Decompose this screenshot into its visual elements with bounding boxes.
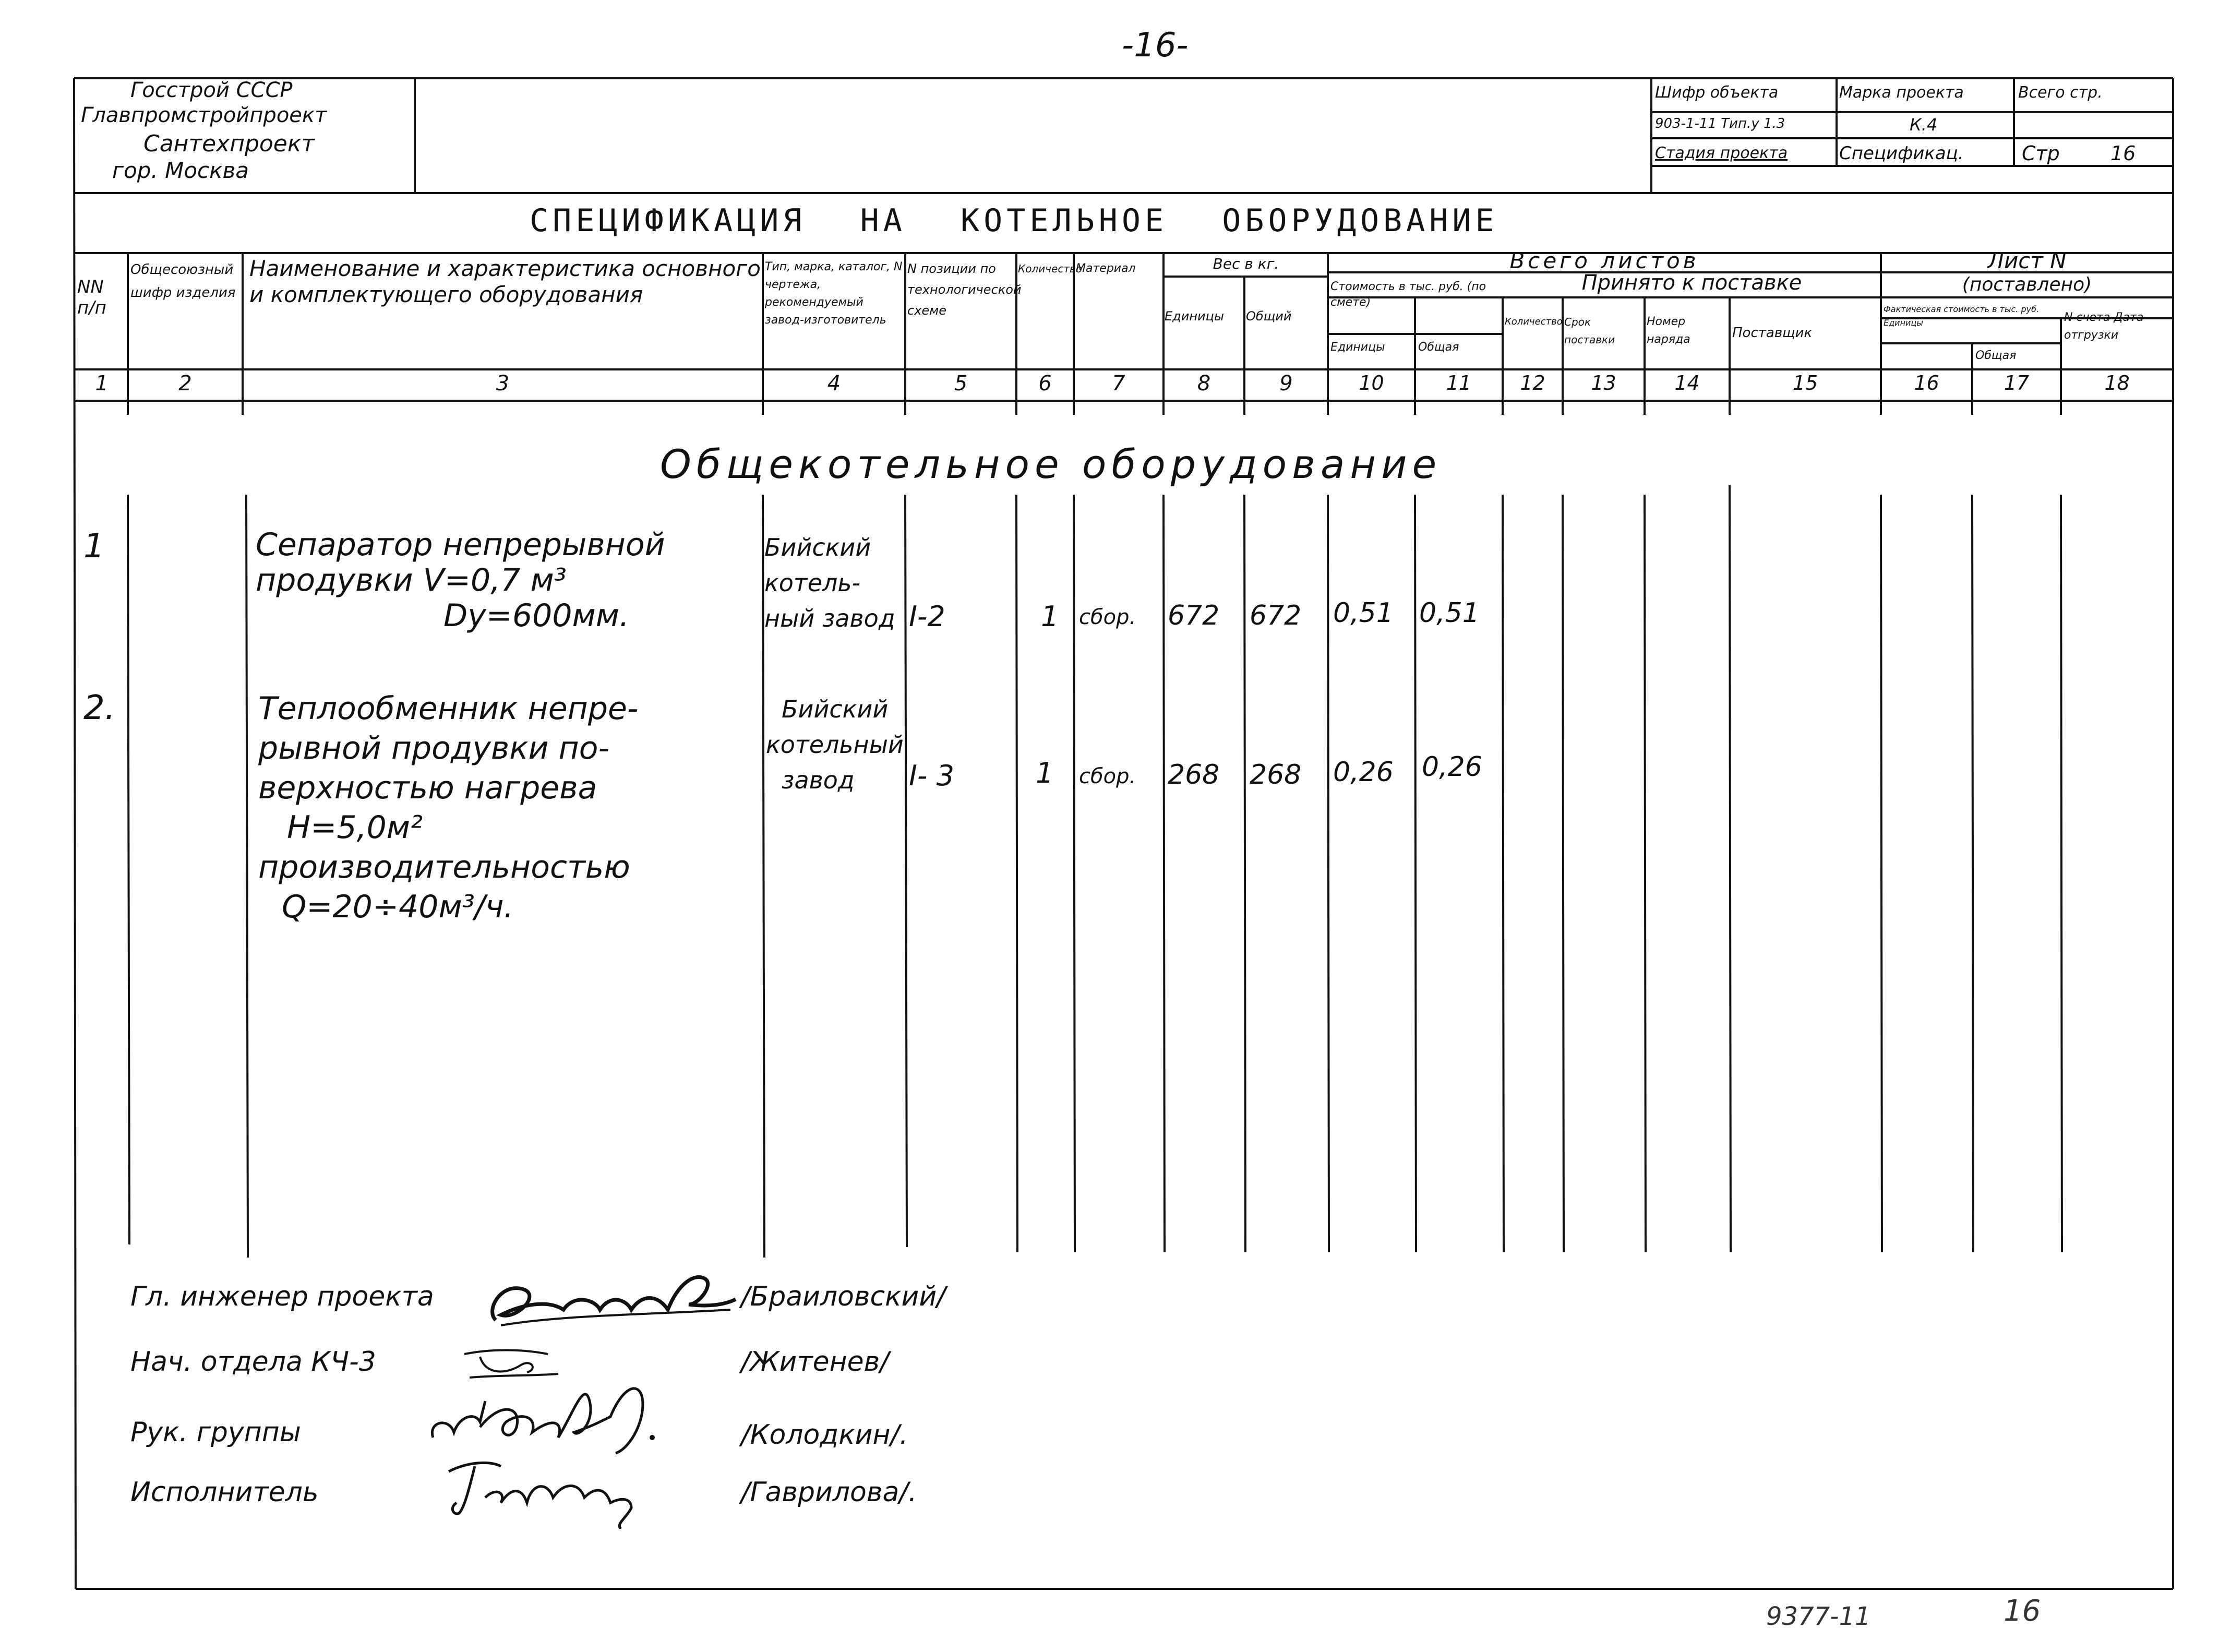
col-number: 16 bbox=[1914, 372, 1939, 394]
org-line: Сантехпроект bbox=[143, 130, 315, 157]
footer-code: 9377-11 bbox=[1766, 1602, 1871, 1631]
col-header-1: NN п/п bbox=[77, 277, 106, 318]
signature-mark bbox=[485, 1263, 757, 1336]
supplied-header: (поставлено) bbox=[1962, 274, 2092, 295]
row-name-line: Dу=600мм. bbox=[443, 597, 630, 634]
signature-name: /Гаврилова/. bbox=[741, 1477, 917, 1508]
col-header-17: Общая bbox=[1975, 349, 2017, 362]
col-number: 14 bbox=[1674, 372, 1700, 394]
signature-role: Нач. отдела КЧ-3 bbox=[130, 1346, 376, 1378]
col-number: 13 bbox=[1591, 372, 1616, 394]
col-number: 15 bbox=[1792, 372, 1818, 394]
row-maker-line: Бийский bbox=[764, 533, 871, 561]
row-cost-unit: 0,51 bbox=[1333, 597, 1394, 629]
col-header-4: Тип, марка, каталог, N чертежа, рекомендуемый завод-изготовитель bbox=[765, 260, 903, 327]
signature-name: /Житенев/ bbox=[741, 1346, 889, 1378]
row-name bbox=[258, 689, 639, 927]
row-name-line: верхностью нагрева bbox=[258, 770, 597, 806]
row-weight-total: 268 bbox=[1250, 759, 1302, 791]
row-name-line: производительностью bbox=[258, 849, 630, 885]
row-cost-total: 0,51 bbox=[1419, 597, 1480, 629]
accepted-header: Принято к поставке bbox=[1581, 271, 1802, 295]
row-maker bbox=[766, 691, 904, 798]
signature-name: /Колодкин/. bbox=[741, 1419, 908, 1451]
col-header-14: Номер наряда bbox=[1647, 315, 1690, 346]
col-number: 10 bbox=[1359, 372, 1384, 394]
cost-header: Стоимость в тыс. руб. (по смете) bbox=[1330, 280, 1486, 309]
row-name-line: Q=20÷40м³/ч. bbox=[282, 889, 514, 925]
row-maker-line: котельный bbox=[766, 731, 904, 759]
row-maker bbox=[764, 530, 895, 636]
stage-label: Стадия проекта bbox=[1655, 144, 1788, 162]
sheet-no: Лист N bbox=[1987, 248, 2067, 273]
row-maker-line: котель- bbox=[764, 569, 861, 597]
row-material: сбор. bbox=[1079, 605, 1136, 629]
row-cost-unit: 0,26 bbox=[1333, 757, 1394, 788]
col-header-2: Общесоюзный шифр изделия bbox=[130, 262, 236, 301]
mark-label: Марка проекта bbox=[1839, 83, 1964, 102]
col-number: 11 bbox=[1446, 372, 1472, 394]
col-number: 1 bbox=[95, 372, 109, 396]
col-number: 5 bbox=[954, 372, 968, 396]
col-header-8: Единицы bbox=[1165, 309, 1224, 324]
col-header-12: Количество bbox=[1505, 316, 1563, 327]
footer-page: 16 bbox=[2004, 1594, 2041, 1628]
col-header-10: Единицы bbox=[1330, 341, 1385, 354]
col-header-15: Поставщик bbox=[1732, 325, 1813, 341]
page-label: Стр bbox=[2022, 142, 2060, 165]
col-header-6: Количество bbox=[1018, 262, 1083, 275]
total-label: Всего стр. bbox=[2018, 83, 2103, 102]
page-value: 16 bbox=[2110, 142, 2136, 165]
col-number: 8 bbox=[1197, 372, 1211, 396]
col-number: 3 bbox=[496, 372, 510, 396]
row-name-line: рывной продувки по- bbox=[258, 730, 610, 767]
row-quantity: 1 bbox=[1041, 600, 1059, 633]
col-number: 4 bbox=[827, 372, 841, 396]
row-cost-total: 0,26 bbox=[1422, 751, 1482, 783]
col-number: 17 bbox=[2004, 372, 2030, 394]
col-header-18: N счета Дата отгрузки bbox=[2064, 311, 2144, 342]
row-weight-total: 672 bbox=[1250, 600, 1302, 631]
stage-value: Спецификац. bbox=[1839, 143, 1964, 164]
signature-mark bbox=[417, 1370, 710, 1458]
row-position: I-2 bbox=[909, 600, 945, 633]
signature-role: Рук. группы bbox=[130, 1417, 301, 1448]
col-header-7: Материал bbox=[1076, 262, 1136, 275]
row-maker-line: завод bbox=[782, 766, 855, 794]
row-name-line: Сепаратор непрерывной bbox=[256, 526, 665, 563]
row-name-line: Теплообменник непре- bbox=[258, 690, 639, 727]
col-header-5: N позиции по технологической схеме bbox=[907, 261, 1022, 318]
col-number: 18 bbox=[2104, 372, 2130, 394]
signature-name: /Браиловский/ bbox=[741, 1281, 946, 1312]
page-number: -16- bbox=[1122, 26, 1189, 65]
signature-mark bbox=[443, 1451, 652, 1529]
code-value: 903-1-11 Тип.у 1.3 bbox=[1655, 116, 1785, 131]
row-position: I- 3 bbox=[909, 759, 954, 792]
code-label: Шифр объекта bbox=[1655, 83, 1779, 102]
row-name-line: H=5,0м² bbox=[287, 809, 423, 846]
row-weight-unit: 268 bbox=[1168, 759, 1220, 791]
col-header-3: Наименование и характеристика основного и комплектующего оборудования bbox=[249, 256, 761, 307]
row-weight-unit: 672 bbox=[1168, 600, 1220, 631]
org-line: Госстрой СССР bbox=[130, 78, 293, 102]
col-number: 9 bbox=[1279, 372, 1293, 396]
signature-role: Гл. инженер проекта bbox=[130, 1281, 434, 1312]
col-header-weight: Вес в кг. bbox=[1213, 255, 1279, 272]
col-number: 2 bbox=[178, 372, 192, 396]
row-maker-line: Бийский bbox=[782, 695, 889, 723]
col-number: 12 bbox=[1520, 372, 1545, 394]
spec-title: СПЕЦИФИКАЦИЯ НА КОТЕЛЬНОЕ ОБОРУДОВАНИЕ bbox=[530, 202, 1498, 239]
col-header-11: Общая bbox=[1418, 341, 1459, 354]
col-header-9: Общий bbox=[1246, 309, 1292, 324]
row-maker-line: ный завод bbox=[764, 604, 895, 632]
org-line: гор. Москва bbox=[112, 158, 249, 183]
row-number: 1 bbox=[83, 527, 105, 566]
col-header-13: Срок поставки bbox=[1564, 316, 1615, 346]
col-number: 6 bbox=[1038, 372, 1052, 396]
row-quantity: 1 bbox=[1036, 757, 1054, 789]
total-sheets: Всего листов bbox=[1509, 248, 1699, 273]
col-number: 7 bbox=[1112, 372, 1125, 396]
row-material: сбор. bbox=[1079, 764, 1136, 788]
section-title: Общекотельное оборудование bbox=[660, 441, 1442, 487]
org-line: Главпромстройпроект bbox=[81, 103, 327, 127]
col-header-16: Фактическая стоимость в тыс. руб. Единицы bbox=[1884, 304, 2040, 328]
row-name bbox=[256, 527, 665, 633]
mark-value: К.4 bbox=[1910, 115, 1938, 135]
row-name-line: продувки V=0,7 м³ bbox=[256, 562, 567, 598]
signature-role: Исполнитель bbox=[130, 1477, 319, 1508]
row-number: 2. bbox=[83, 689, 116, 727]
